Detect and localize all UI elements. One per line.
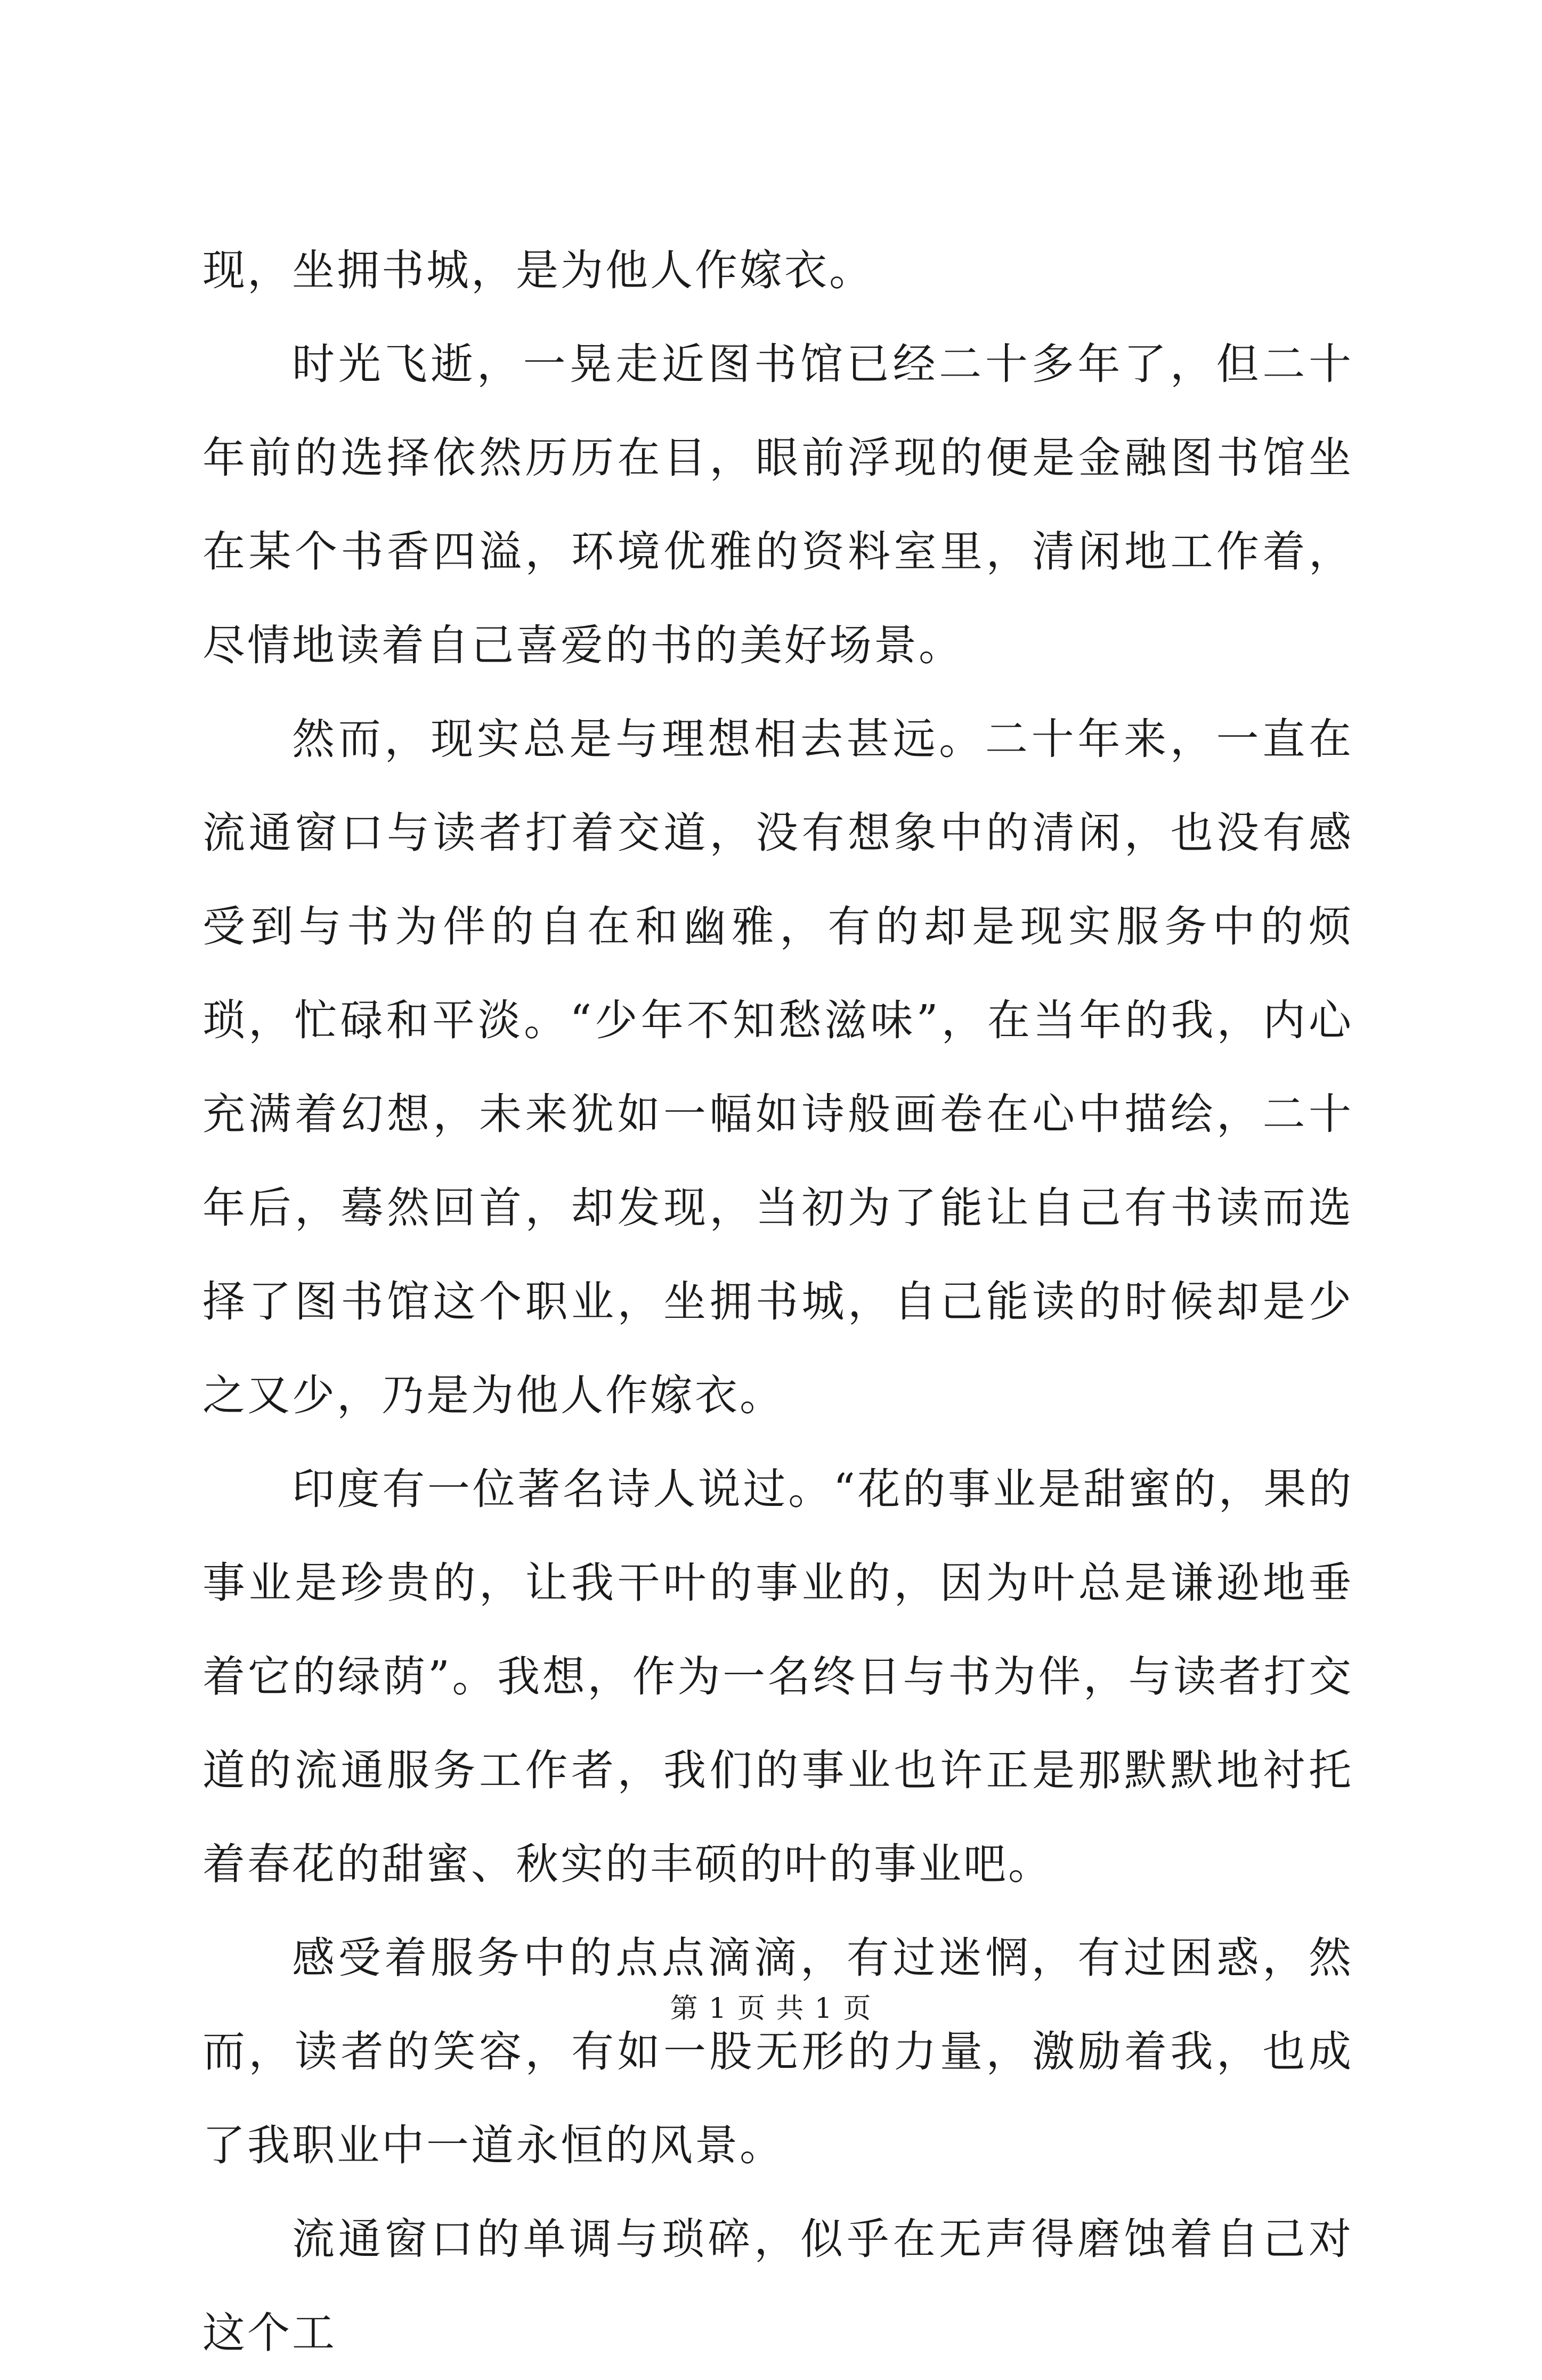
- paragraph-6: 流通窗口的单调与琐碎，似乎在无声得磨蚀着自己对这个工: [202, 2214, 1353, 2358]
- body-text: [202, 224, 1353, 2380]
- paragraph-1: 现，坐拥书城，是为他人作嫁衣。: [202, 246, 874, 295]
- paragraph-5: 感受着服务中的点点滴滴，有过迷惘，有过困惑，然而，读者的笑容，有如一股无形的力量，激励着我，也成了我职业中一道永恒的风景。: [202, 1933, 1353, 2170]
- paragraph-3: 然而，现实总是与理想相去甚远。二十年来，一直在流通窗口与读者打着交道，没有想象中的清闲，也没有感受到与书为伴的自在和幽雅，有的却是现实服务中的烦琐，忙碌和平淡。“少年不知愁滋味”，在当年的我，内心充满着幻想，未来犹如一幅如诗般画卷在心中描绘，二十年后，蓦然回首，却发现，当初为了能让自己有书读而选择了图书馆这个职业，坐拥书城，自己能读的时候却是少之又少，乃是为他人作嫁衣。: [202, 714, 1353, 1420]
- paragraph-4: 印度有一位著名诗人说过。“花的事业是甜蜜的，果的事业是珍贵的，让我干叶的事业的，因为叶总是谦逊地垂着它的绿荫”。我想，作为一名终日与书为伴，与读者打交道的流通服务工作者，我们的事业也许正是那默默地衬托着春花的甜蜜、秋实的丰硕的叶的事业吧。: [202, 1464, 1353, 1889]
- paragraph-2: 时光飞逝，一晃走近图书馆已经二十多年了，但二十年前的选择依然历历在目，眼前浮现的便是金融图书馆坐在某个书香四溢，环境优雅的资料室里，清闲地工作着，尽情地读着自己喜爱的书的美好场景。: [202, 339, 1353, 670]
- page-footer: 第 1 页 共 1 页: [670, 1993, 872, 2025]
